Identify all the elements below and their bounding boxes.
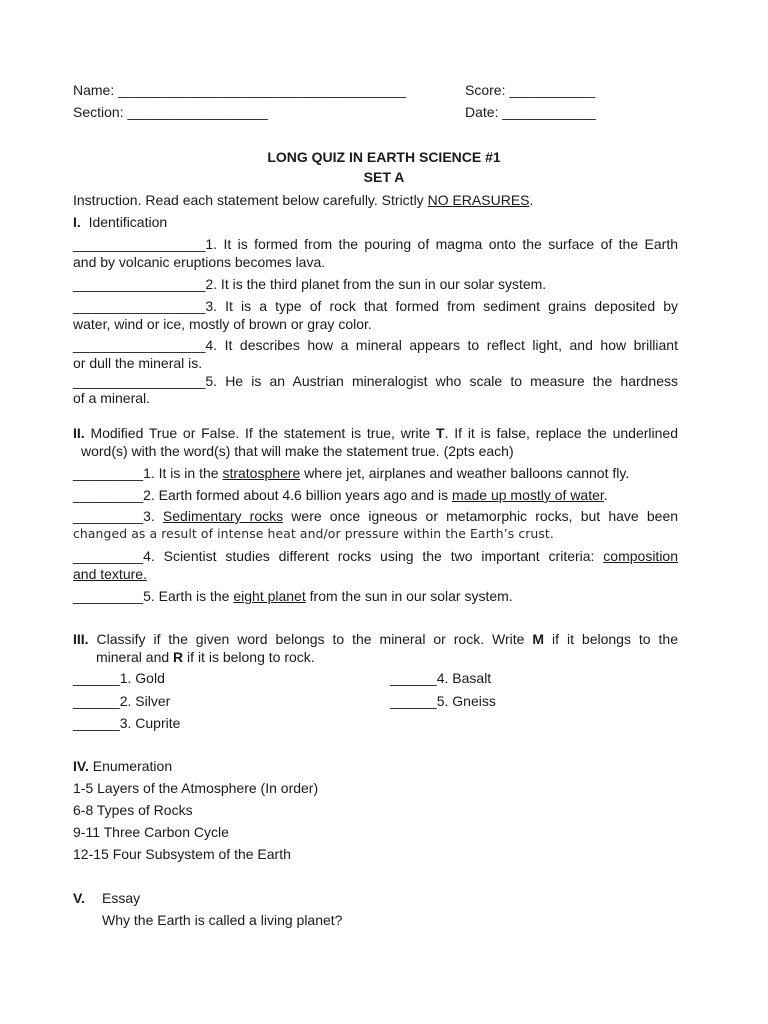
name-field: Name: _____________________________________ <box>73 82 407 98</box>
part2-q4 <box>73 547 678 565</box>
part3-item-4: ______4. Basalt <box>390 670 492 686</box>
part1-title: Identification <box>88 214 168 230</box>
part4-numeral: IV. <box>73 758 89 774</box>
part3-intro-m: M <box>532 631 545 647</box>
part3-intro-cont <box>96 648 678 666</box>
part2-q3-underlined: Sedimentary rocks <box>162 508 284 524</box>
part3-item-5: ______5. Gneiss <box>390 693 496 709</box>
part4-item-4: 12-15 Four Subsystem of the Earth <box>73 846 291 862</box>
part3-item-3: ______3. Cuprite <box>73 715 181 731</box>
part5-question: Why the Earth is called a living planet? <box>102 912 343 928</box>
part2-numeral: II. <box>73 425 85 441</box>
part4-title: Enumeration <box>88 758 173 774</box>
part1-q3: _________________3. It is a type of rock that formed from sediment grains deposited by <box>73 298 678 314</box>
part1-heading <box>73 213 678 231</box>
part1-q2: _________________2. It is the third planet from the sun in our solar system. <box>73 276 547 292</box>
part2-q3 <box>73 507 678 525</box>
part1-q3-cont: water, wind or ice, mostly of brown or gray color. <box>73 316 372 332</box>
part3-line2-b: if it is belong to rock. <box>183 649 315 665</box>
part1-q1-cont: and by volcanic eruptions becomes lava. <box>73 254 326 270</box>
part2-q2-underlined: made up mostly of water <box>452 487 604 503</box>
part2-q4-underlined: composition <box>603 548 678 564</box>
part1-q4: _________________4. It describes how a mineral appears to reflect light, and how brilliant <box>73 337 678 353</box>
part3-intro-a: Classify if the given word belongs to the mineral or rock. Write <box>88 631 533 647</box>
quiz-set: SET A <box>363 169 405 185</box>
part4-item-3: 9-11 Three Carbon Cycle <box>73 824 229 840</box>
part2-intro-t: T <box>436 425 445 441</box>
part2-q3-pre: _________3. <box>73 508 163 524</box>
part2-q5-underlined: eight planet <box>233 588 306 604</box>
part2-q4-cont <box>73 565 678 583</box>
part2-q1-underlined: stratosphere <box>222 465 301 481</box>
instruction <box>73 191 678 209</box>
part3-intro <box>73 630 678 648</box>
part1-q4-cont: or dull the mineral is. <box>73 355 203 371</box>
part2-intro-b: . If it is false, replace the underlined <box>444 425 678 441</box>
part2-q2-pre: _________2. Earth formed about 4.6 billion years ago and is <box>73 487 453 503</box>
part3-item-1: ______1. Gold <box>73 670 165 686</box>
section-field: Section: __________________ <box>73 104 268 120</box>
part2-intro-cont: word(s) with the word(s) that will make the statement true. (2pts each) <box>81 443 514 459</box>
part2-q1-pre: _________1. It is in the <box>73 465 223 481</box>
part2-q4-pre: _________4. Scientist studies different rocks using the two important criteria: <box>73 548 604 564</box>
part2-q5-post: from the sun in our solar system. <box>305 588 513 604</box>
part4-item-2: 6-8 Types of Rocks <box>73 802 193 818</box>
part1-q5: _________________5. He is an Austrian mineralogist who scale to measure the hardness <box>73 373 678 389</box>
part5-title: Essay <box>102 890 141 906</box>
part3-item-2: ______2. Silver <box>73 693 171 709</box>
part2-intro-a: Modified True or False. If the statement is true, write <box>84 425 437 441</box>
part4-heading <box>73 757 678 775</box>
part2-q2 <box>73 486 678 504</box>
part2-intro <box>73 424 678 442</box>
part3-line2-r: R <box>173 649 184 665</box>
part5-numeral: V. <box>73 890 85 906</box>
part2-q5-pre: _________5. Earth is the <box>73 588 234 604</box>
part3-intro-b: if it belongs to the <box>544 631 678 647</box>
score-field: Score: ___________ <box>465 82 595 98</box>
part2-q1 <box>73 464 678 482</box>
quiz-title: LONG QUIZ IN EARTH SCIENCE #1 <box>267 149 501 165</box>
part2-q3-post: were once igneous or metamorphic rocks, but have been <box>283 508 679 524</box>
part2-q3-cont: changed as a result of intense heat and/or pressure within the Earth’s crust. <box>73 526 554 541</box>
part2-q4-underlined-cont: and texture. <box>73 566 147 582</box>
part3-line2-a: mineral and <box>96 649 174 665</box>
part2-q1-post: where jet, airplanes and weather balloons cannot fly. <box>300 465 630 481</box>
part3-numeral: III. <box>73 631 89 647</box>
part1-numeral: I. <box>73 214 81 230</box>
part2-q5 <box>73 587 678 605</box>
part1-q5-cont: of a mineral. <box>73 390 151 406</box>
date-field: Date: ____________ <box>465 104 596 120</box>
instruction-end: . <box>529 192 534 208</box>
part1-q1: _________________1. It is formed from the pouring of magma onto the surface of the Earth <box>73 236 678 252</box>
instruction-emphasis: NO ERASURES <box>427 192 530 208</box>
instruction-text: Instruction. Read each statement below carefully. Strictly <box>73 192 428 208</box>
part2-q2-post: . <box>603 487 608 503</box>
part4-item-1: 1-5 Layers of the Atmosphere (In order) <box>73 780 319 796</box>
